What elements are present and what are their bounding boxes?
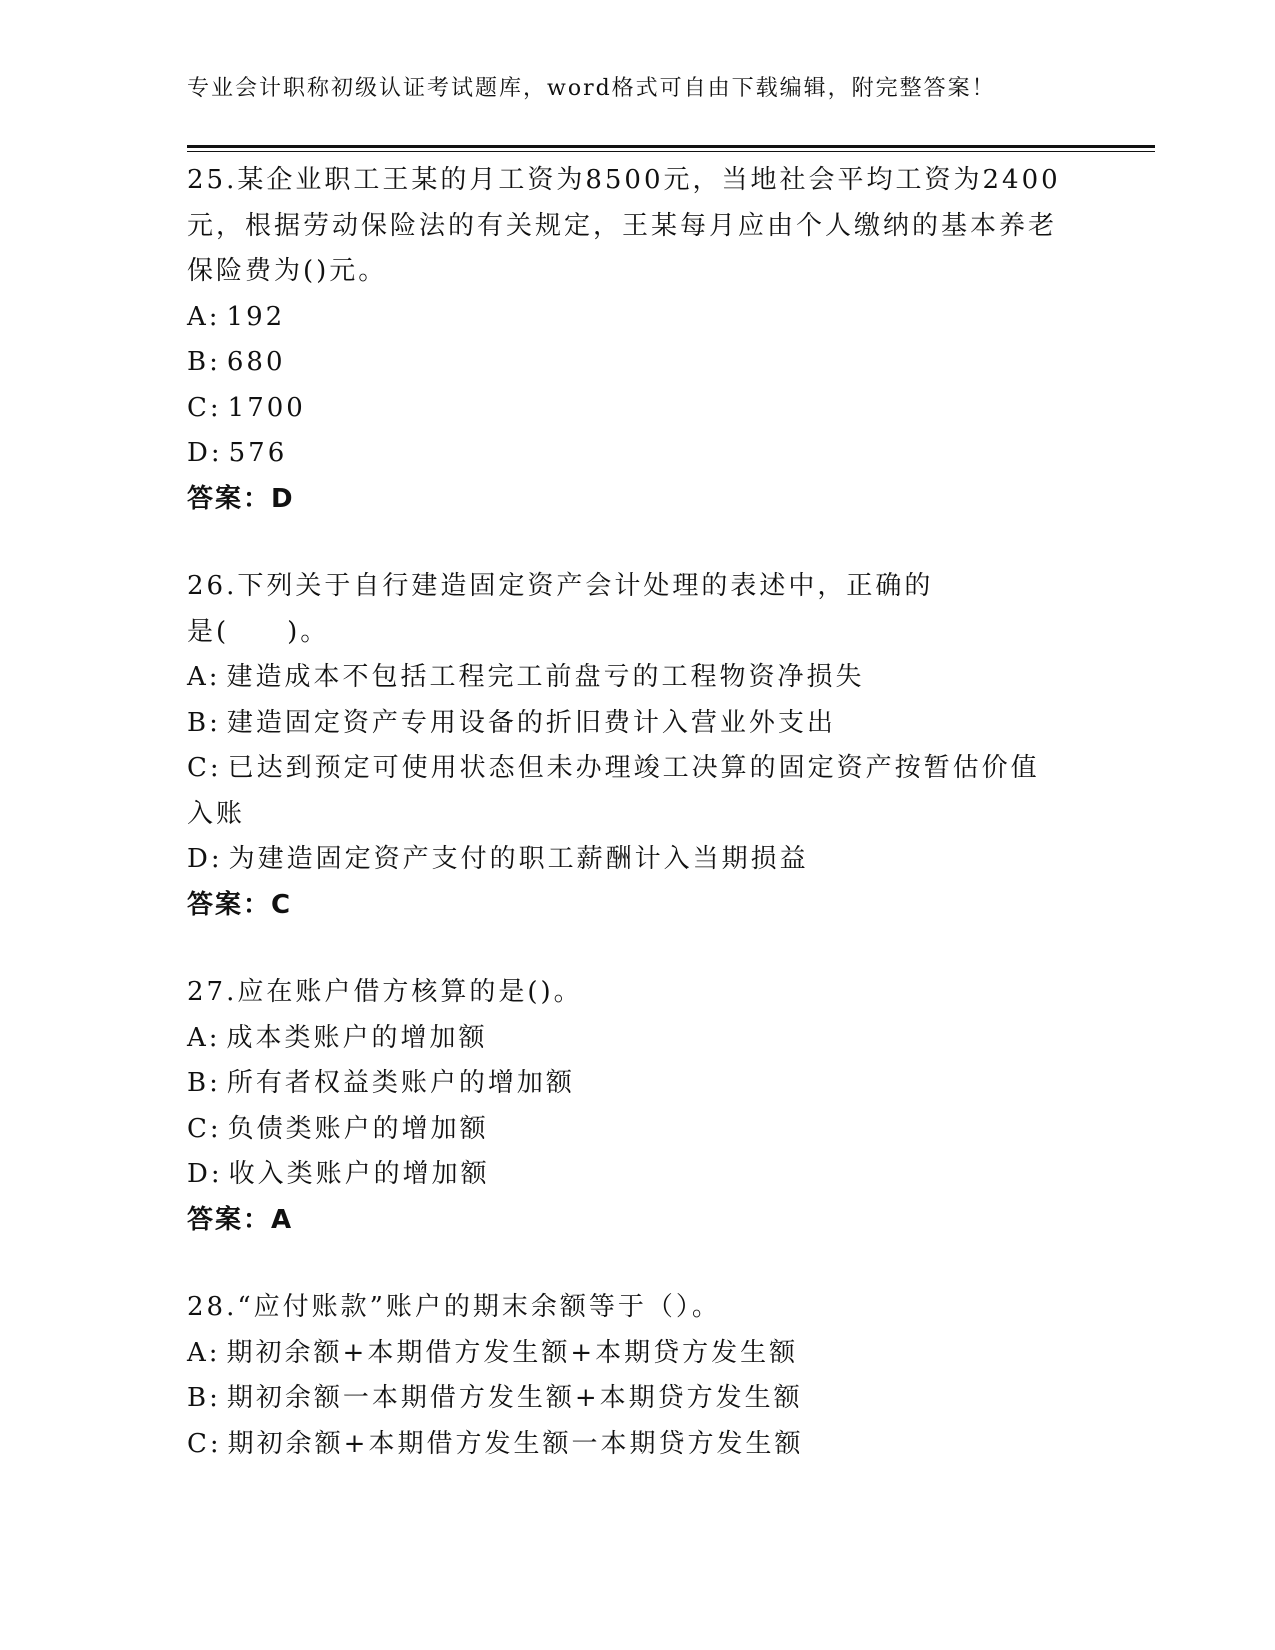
option-b <box>187 1376 1087 1422</box>
question-list <box>187 158 1087 1509</box>
header-divider <box>187 145 1155 152</box>
option-key: D: <box>187 844 223 874</box>
option-text: 576 <box>228 438 288 468</box>
option-text: 收入类账户的增加额 <box>228 1159 490 1189</box>
answer-label: 答案： <box>187 483 272 514</box>
question-stem: 26.下列关于自行建造固定资产会计处理的表述中，正确的是( )。 <box>187 571 934 647</box>
answer-value: A <box>271 1204 294 1235</box>
answer-label: 答案： <box>187 889 272 920</box>
option-text: 建造固定资产专用设备的折旧费计入营业外支出 <box>226 707 836 738</box>
answer-label: 答案： <box>187 1204 272 1235</box>
option-key: C: <box>187 1428 222 1459</box>
option-text: 680 <box>226 347 286 377</box>
option-key: D: <box>187 1159 223 1189</box>
option-a <box>187 1331 1087 1377</box>
question-28 <box>187 1285 1087 1467</box>
option-key: C: <box>187 1113 222 1144</box>
option-c <box>187 1422 1087 1468</box>
option-a <box>187 1016 1087 1062</box>
option-text: 为建造固定资产支付的职工薪酬计入当期损益 <box>228 844 809 874</box>
option-c <box>187 386 1087 432</box>
question-stem: 25.某企业职工王某的月工资为8500元，当地社会平均工资为2400元，根据劳动保险法的有关规定，王某每月应由个人缴纳的基本养老保险费为()元。 <box>187 165 1061 286</box>
question-25 <box>187 158 1087 522</box>
option-a <box>187 655 1087 701</box>
option-text: 成本类账户的增加额 <box>226 1022 488 1053</box>
option-b <box>187 701 1087 747</box>
option-c <box>187 1107 1087 1153</box>
answer-line <box>187 883 1087 929</box>
page-header-title: 专业会计职称初级认证考试题库，word格式可自由下载编辑，附完整答案！ <box>187 76 996 101</box>
option-key: A: <box>187 301 221 332</box>
option-text: 期初余额+本期借方发生额+本期贷方发生额 <box>226 1337 799 1368</box>
option-d <box>187 1152 1087 1198</box>
option-d <box>187 431 1087 477</box>
option-key: A: <box>187 1337 221 1368</box>
option-text: 期初余额+本期借方发生额一本期贷方发生额 <box>227 1428 804 1459</box>
option-key: B: <box>187 1383 221 1413</box>
option-key: A: <box>187 1022 221 1053</box>
answer-line <box>187 477 1087 523</box>
option-key: D: <box>187 438 223 468</box>
option-b <box>187 340 1087 386</box>
question-27 <box>187 970 1087 1243</box>
option-d <box>187 837 1087 883</box>
question-26 <box>187 564 1087 928</box>
option-key: C: <box>187 753 222 783</box>
option-b <box>187 1061 1087 1107</box>
question-stem: 28.“应付账款”账户的期末余额等于（）。 <box>187 1292 721 1322</box>
option-key: B: <box>187 1068 221 1098</box>
option-text: 已达到预定可使用状态但未办理竣工决算的固定资产按暂估价值入账 <box>187 753 1040 829</box>
option-text: 所有者权益类账户的增加额 <box>226 1068 575 1098</box>
option-text: 1700 <box>227 392 306 423</box>
option-text: 建造成本不包括工程完工前盘亏的工程物资净损失 <box>226 662 865 692</box>
answer-line <box>187 1198 1087 1244</box>
option-text: 期初余额一本期借方发生额+本期贷方发生额 <box>226 1383 803 1413</box>
answer-value: C <box>271 889 293 920</box>
option-c <box>187 746 1067 837</box>
answer-value: D <box>271 483 295 514</box>
option-key: B: <box>187 347 221 377</box>
option-text: 负债类账户的增加额 <box>227 1113 489 1144</box>
option-key: A: <box>187 662 221 692</box>
option-key: C: <box>187 392 222 423</box>
option-text: 192 <box>226 301 286 332</box>
option-key: B: <box>187 707 221 738</box>
question-stem: 27.应在账户借方核算的是()。 <box>187 977 583 1007</box>
option-a <box>187 295 1087 341</box>
